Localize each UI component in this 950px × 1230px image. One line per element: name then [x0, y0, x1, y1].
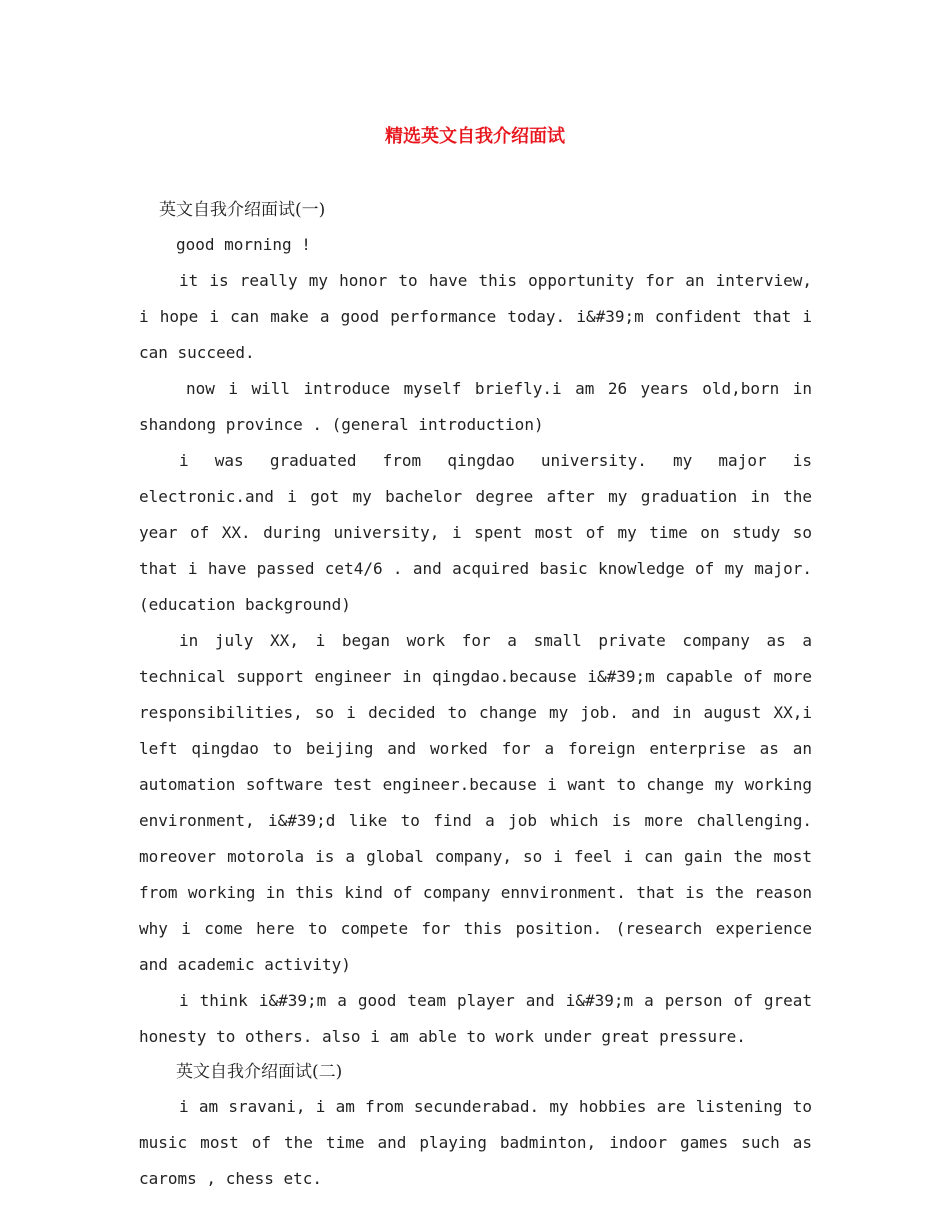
paragraph: i was graduated from qingdao university. my major is electronic.and i got my bachelor degree after my graduation in the year of XX. during university, i spent most of my time on study so that i have passed cet4/6 . and acquired basic knowledge of my major.(education background) [139, 451, 812, 614]
section-heading: 英文自我介绍面试(二) [176, 1062, 343, 1082]
paragraph: in july XX, i began work for a small private company as a technical support engineer in qingdao.because i&#39;m capable of more responsibilities, so i decided to change my job. and in august XX,i left qingdao to beijing and worked for a foreign enterprise as an automation software test engineer.because i want to change my working environment, i&#39;d like to find a job which is more challenging. moreover motorola is a global company, so i feel i can gain the most from working in this kind of company ennvironment. that is the reason why i come here to compete for this position. (research experience and academic activity) [139, 631, 812, 974]
document-body [139, 193, 812, 1197]
paragraph: i think i&#39;m a good team player and i&#39;m a person of great honesty to others. also i am able to work under great pressure. [139, 991, 812, 1046]
paragraph: i am sravani, i am from secunderabad. my hobbies are listening to music most of the time and playing badminton, indoor games such as caroms , chess etc. [139, 1097, 812, 1188]
paragraph: it is really my honor to have this opportunity for an interview, i hope i can make a good performance today. i&#39;m confident that i can succeed. [139, 271, 812, 362]
section-heading: 英文自我介绍面试(一) [159, 200, 326, 220]
paragraph: good morning ! [176, 235, 311, 254]
paragraph: now i will introduce myself briefly.i am 26 years old,born in shandong province . (general introduction) [139, 379, 812, 434]
document-title: 精选英文自我介绍面试 [385, 126, 565, 147]
